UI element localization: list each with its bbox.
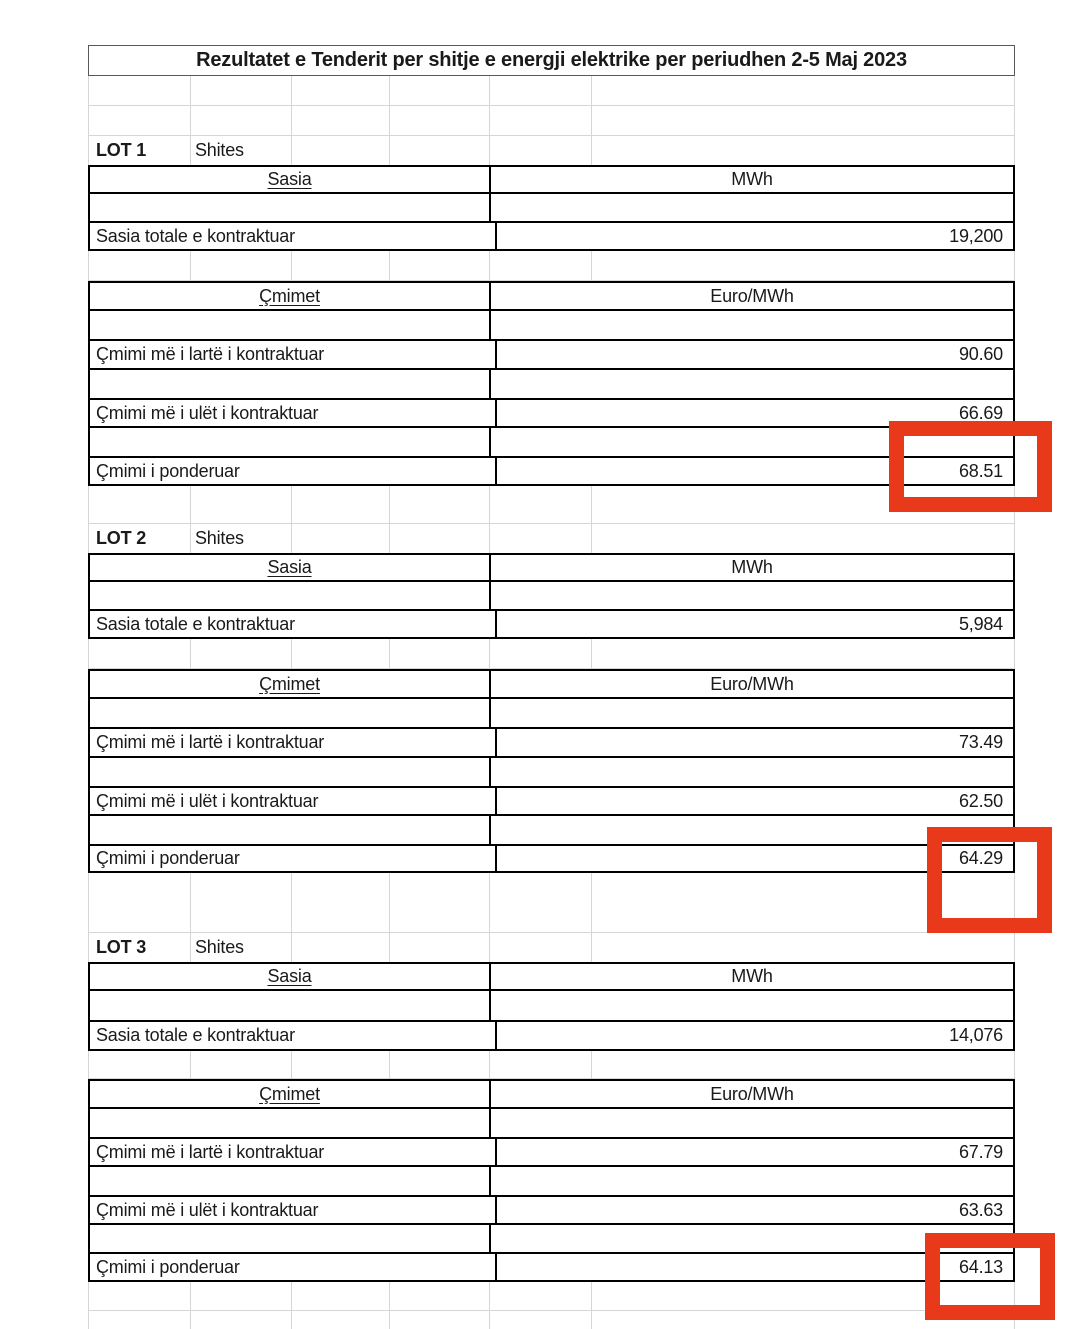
total-quantity-row: [90, 611, 1013, 637]
lowest-price-label: Çmimi më i ulët i kontraktuar: [96, 790, 319, 811]
lowest-price-row: [90, 400, 1013, 428]
quantity-section-header: Sasia: [267, 966, 312, 986]
prices-section-header: Çmimet: [259, 285, 320, 306]
highest-price-label: Çmimi më i lartë i kontraktuar: [96, 344, 325, 364]
lot1-seller-label: Shites: [195, 140, 244, 160]
quantity-section-header: Sasia: [267, 169, 312, 189]
lot2-highest-price-value: 73.49: [958, 732, 1003, 752]
lot3-total-quantity-value: 14,076: [949, 1025, 1003, 1045]
lot2-quantity-table: [88, 553, 1015, 639]
prices-header-row: [90, 671, 1013, 699]
lot2-total-quantity-value: 5,984: [958, 613, 1003, 634]
lot2-prices-table: [88, 669, 1015, 873]
weighted-price-row: [90, 846, 1013, 871]
empty-grid-row: [88, 106, 1015, 136]
spacer-row: [90, 428, 1013, 458]
total-quantity-label: Sasia totale e kontraktuar: [96, 1025, 295, 1045]
weighted-price-label: Çmimi i ponderuar: [96, 460, 240, 481]
quantity-header-row: [90, 964, 1013, 991]
lot2-seller-label: Shites: [195, 528, 244, 548]
lot1-quantity-table: [88, 165, 1015, 251]
quantity-unit-label: MWh: [731, 169, 773, 189]
highest-price-row: [90, 1139, 1013, 1167]
empty-grid-row: [88, 76, 1015, 106]
spacer-row: [90, 1225, 1013, 1254]
lot1-total-quantity-value: 19,200: [949, 225, 1003, 246]
empty-grid-row: [88, 1051, 1015, 1079]
lot1-header-row: [88, 136, 1015, 165]
lot2-lowest-price-value: 62.50: [958, 790, 1003, 811]
total-quantity-row: [90, 223, 1013, 249]
weighted-price-label: Çmimi i ponderuar: [96, 848, 240, 868]
empty-grid-row: [88, 1282, 1015, 1311]
lot2-weighted-price-value: 64.29: [958, 848, 1003, 868]
lowest-price-label: Çmimi më i ulët i kontraktuar: [96, 402, 319, 423]
empty-grid-row: [88, 639, 1015, 669]
prices-unit-label: Euro/MWh: [710, 1083, 794, 1104]
spacer-row: [90, 816, 1013, 846]
spacer-row: [90, 194, 1013, 223]
lowest-price-row: [90, 788, 1013, 816]
quantity-unit-label: MWh: [731, 966, 773, 986]
spacer-row: [90, 699, 1013, 729]
lot3-prices-table: [88, 1079, 1015, 1282]
lot2-header-row: [88, 524, 1015, 553]
lot3-label: LOT 3: [96, 937, 147, 957]
quantity-header-row: [90, 167, 1013, 194]
lot1-highest-price-value: 90.60: [958, 344, 1003, 364]
highest-price-row: [90, 341, 1013, 370]
lot3-weighted-price-value: 64.13: [958, 1256, 1003, 1277]
page-title: Rezultatet e Tenderit per shitje e energji elektrike per periudhen 2-5 Maj 2023: [88, 45, 1015, 76]
highlight-box-lot1-weighted-price: [889, 421, 1052, 512]
empty-grid-row: [88, 1311, 1015, 1329]
spacer-row: [90, 758, 1013, 788]
prices-section-header: Çmimet: [259, 1083, 320, 1104]
total-quantity-row: [90, 1022, 1013, 1049]
weighted-price-row: [90, 458, 1013, 484]
weighted-price-row: [90, 1254, 1013, 1280]
quantity-section-header: Sasia: [267, 557, 312, 577]
lot1-prices-table: [88, 281, 1015, 486]
prices-section-header: Çmimet: [259, 673, 320, 694]
spacer-row: [90, 991, 1013, 1022]
lot3-header-row: [88, 933, 1015, 962]
quantity-unit-label: MWh: [731, 557, 773, 577]
spacer-row: [90, 1167, 1013, 1197]
lot3-seller-label: Shites: [195, 937, 244, 957]
lot1-label: LOT 1: [96, 140, 147, 160]
empty-grid-row: [88, 251, 1015, 281]
lot1-weighted-price-value: 68.51: [958, 460, 1003, 481]
highest-price-label: Çmimi më i lartë i kontraktuar: [96, 732, 325, 752]
lot3-highest-price-value: 67.79: [958, 1141, 1003, 1162]
total-quantity-label: Sasia totale e kontraktuar: [96, 613, 295, 634]
prices-unit-label: Euro/MWh: [710, 673, 794, 694]
lowest-price-label: Çmimi më i ulët i kontraktuar: [96, 1199, 319, 1220]
lot1-lowest-price-value: 66.69: [958, 402, 1003, 423]
lowest-price-row: [90, 1197, 1013, 1225]
spacer-row: [90, 582, 1013, 611]
total-quantity-label: Sasia totale e kontraktuar: [96, 225, 295, 246]
lot3-quantity-table: [88, 962, 1015, 1051]
empty-grid-row: [88, 486, 1015, 524]
empty-grid-row: [88, 873, 1015, 933]
highlight-box-lot2-weighted-price: [927, 827, 1052, 933]
weighted-price-label: Çmimi i ponderuar: [96, 1256, 240, 1277]
highest-price-row: [90, 729, 1013, 758]
prices-header-row: [90, 1081, 1013, 1109]
spacer-row: [90, 1109, 1013, 1139]
highlight-box-lot3-weighted-price: [925, 1233, 1055, 1320]
spacer-row: [90, 370, 1013, 400]
spacer-row: [90, 311, 1013, 341]
quantity-header-row: [90, 555, 1013, 582]
prices-unit-label: Euro/MWh: [710, 285, 794, 306]
highest-price-label: Çmimi më i lartë i kontraktuar: [96, 1141, 325, 1162]
lot3-lowest-price-value: 63.63: [958, 1199, 1003, 1220]
lot2-label: LOT 2: [96, 528, 147, 548]
prices-header-row: [90, 283, 1013, 311]
